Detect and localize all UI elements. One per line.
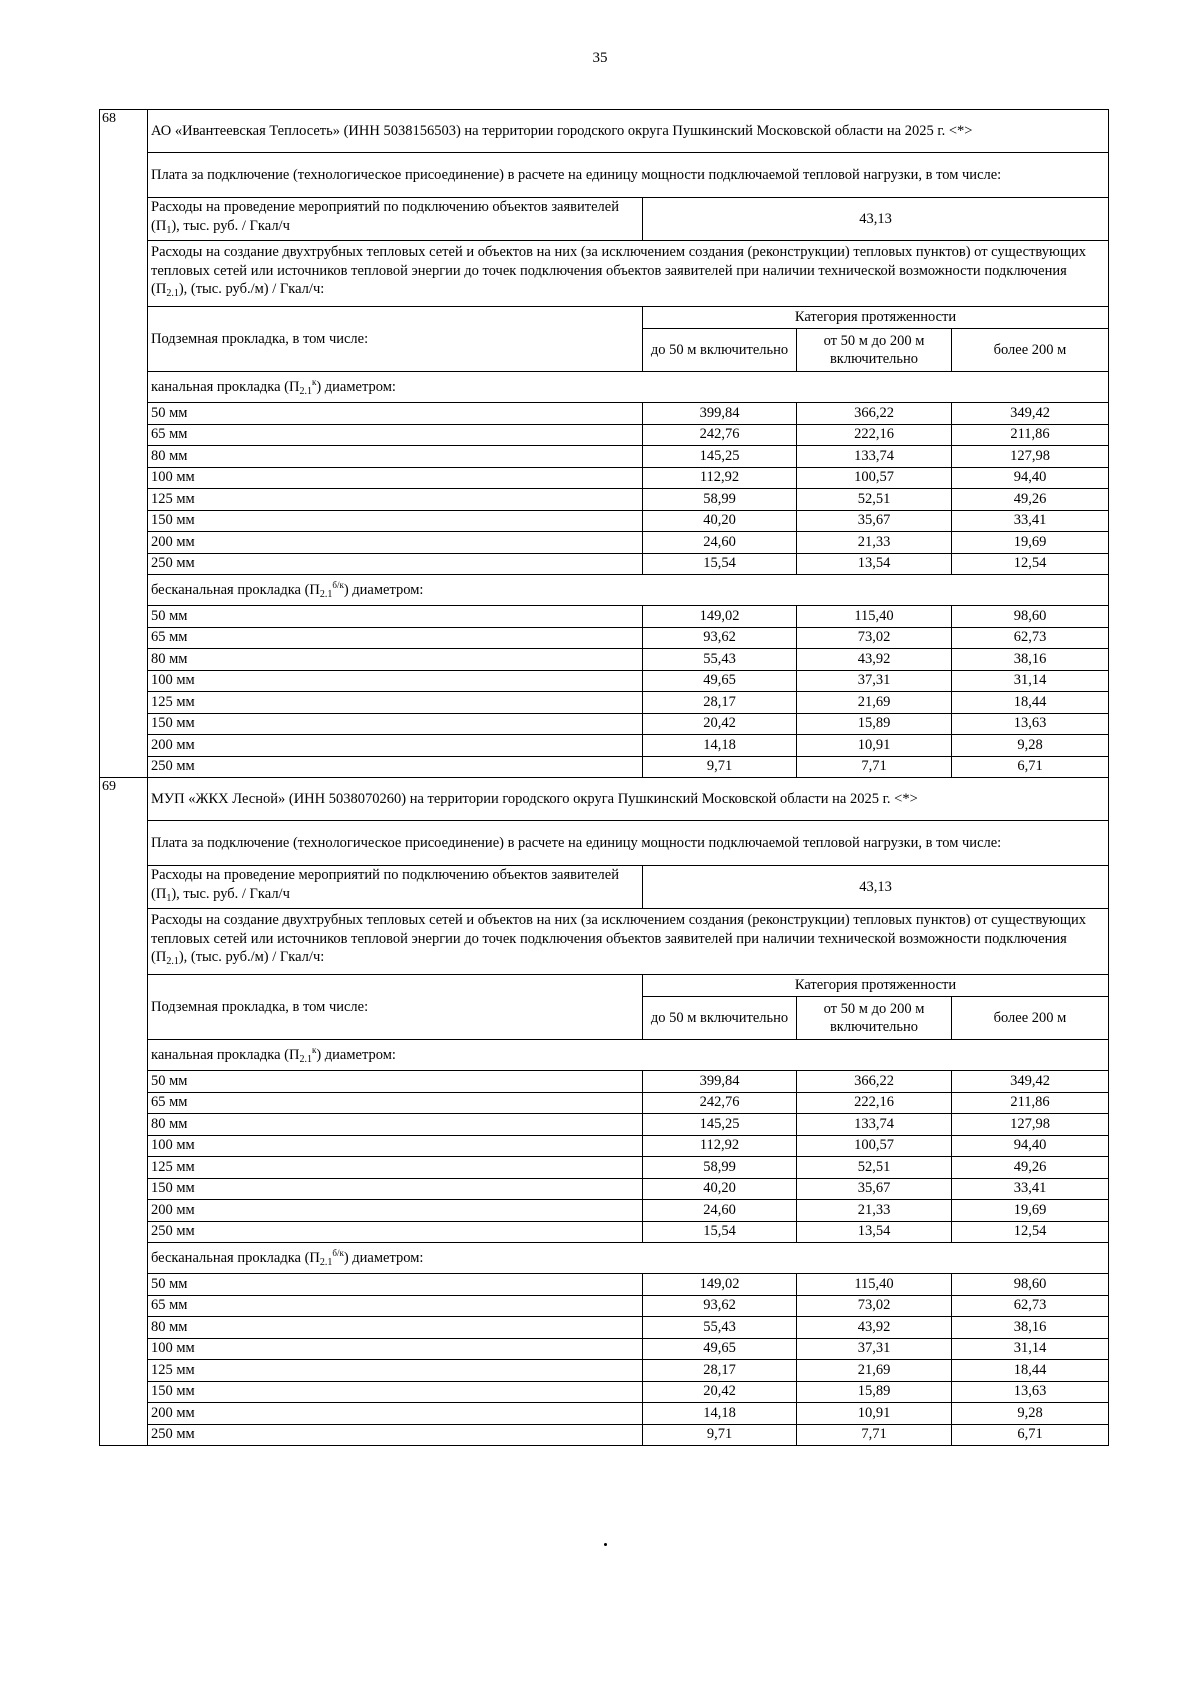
value-over-200: 94,40 (952, 1135, 1109, 1157)
diameter-label: 150 мм (148, 1178, 643, 1200)
value-up-to-50: 9,71 (643, 1424, 797, 1446)
channelless-label-tail: ) диаметром: (343, 1250, 424, 1266)
p1-subscript: 1 (166, 892, 172, 904)
value-50-to-200: 15,89 (797, 1381, 952, 1403)
value-over-200: 13,63 (952, 1381, 1109, 1403)
col-header-over-200: более 200 м (952, 997, 1109, 1040)
value-50-to-200: 35,67 (797, 510, 952, 532)
table-row (100, 424, 1109, 446)
channel-superscript: к (311, 377, 317, 387)
value-up-to-50: 49,65 (643, 670, 797, 692)
channelless-superscript: б/к (332, 1248, 344, 1258)
table-row (100, 1092, 1109, 1114)
section-number: 69 (100, 778, 148, 1446)
p1-label-text: Расходы на проведение мероприятий по подключению объектов заявителей (П (151, 199, 619, 234)
column-header-row (100, 307, 1109, 329)
value-50-to-200: 21,69 (797, 692, 952, 714)
value-over-200: 33,41 (952, 510, 1109, 532)
value-50-to-200: 21,33 (797, 1200, 952, 1222)
table-row (100, 692, 1109, 714)
channel-subscript: 2.1 (299, 1054, 312, 1065)
value-over-200: 31,14 (952, 1338, 1109, 1360)
value-50-to-200: 43,92 (797, 1317, 952, 1339)
value-over-200: 6,71 (952, 1424, 1109, 1446)
value-over-200: 49,26 (952, 489, 1109, 511)
p1-value: 43,13 (643, 866, 1109, 909)
value-50-to-200: 366,22 (797, 403, 952, 425)
channelless-label-row (100, 1243, 1109, 1274)
col-header-up-to-50: до 50 м включительно (643, 329, 797, 372)
value-50-to-200: 35,67 (797, 1178, 952, 1200)
value-50-to-200: 37,31 (797, 670, 952, 692)
diameter-label: 80 мм (148, 446, 643, 468)
table-row (100, 1403, 1109, 1425)
diameter-label: 80 мм (148, 1114, 643, 1136)
value-up-to-50: 15,54 (643, 553, 797, 575)
value-50-to-200: 133,74 (797, 446, 952, 468)
channel-label (148, 372, 1109, 403)
channel-superscript: к (311, 1045, 317, 1055)
diameter-label: 150 мм (148, 713, 643, 735)
table-row (100, 1338, 1109, 1360)
value-over-200: 211,86 (952, 1092, 1109, 1114)
table-row (100, 1221, 1109, 1243)
value-50-to-200: 21,69 (797, 1360, 952, 1382)
channel-label (148, 1040, 1109, 1071)
channelless-subscript: 2.1 (319, 1257, 333, 1268)
diameter-label: 80 мм (148, 649, 643, 671)
diameter-label: 65 мм (148, 424, 643, 446)
diameter-label: 200 мм (148, 1200, 643, 1222)
channelless-label (148, 1243, 1109, 1274)
channel-label-row (100, 372, 1109, 403)
p2-text: Расходы на создание двухтрубных тепловых сетей и объектов на них (за исключением создания (реконструкции) тепловых пунктов) от существующих тепловых сетей или источников тепловой энергии до точек подключения объектов заявителей при наличии технической возможности подключения (П (151, 244, 1087, 298)
p1-label-tail: ), тыс. руб. / Гкал/ч (171, 885, 290, 902)
value-over-200: 38,16 (952, 649, 1109, 671)
channel-subscript: 2.1 (299, 386, 312, 397)
value-over-200: 12,54 (952, 1221, 1109, 1243)
value-up-to-50: 93,62 (643, 1295, 797, 1317)
diameter-label: 125 мм (148, 1360, 643, 1382)
table-row (100, 649, 1109, 671)
table-row (100, 446, 1109, 468)
value-up-to-50: 58,99 (643, 1157, 797, 1179)
table-row (100, 1200, 1109, 1222)
value-50-to-200: 115,40 (797, 1274, 952, 1296)
value-up-to-50: 15,54 (643, 1221, 797, 1243)
value-50-to-200: 133,74 (797, 1114, 952, 1136)
category-header: Категория протяженности (643, 307, 1109, 329)
diameter-label: 65 мм (148, 1092, 643, 1114)
channel-label-row (100, 1040, 1109, 1071)
value-50-to-200: 100,57 (797, 1135, 952, 1157)
table-row (100, 489, 1109, 511)
value-up-to-50: 28,17 (643, 1360, 797, 1382)
value-over-200: 18,44 (952, 692, 1109, 714)
value-50-to-200: 222,16 (797, 1092, 952, 1114)
value-over-200: 98,60 (952, 1274, 1109, 1296)
fee-intro: Плата за подключение (технологическое присоединение) в расчете на единицу мощности подключаемой тепловой нагрузки, в том числе: (148, 153, 1109, 198)
value-over-200: 62,73 (952, 1295, 1109, 1317)
fee-intro: Плата за подключение (технологическое присоединение) в расчете на единицу мощности подключаемой тепловой нагрузки, в том числе: (148, 821, 1109, 866)
table-row (100, 1360, 1109, 1382)
p1-row (100, 866, 1109, 909)
value-50-to-200: 10,91 (797, 1403, 952, 1425)
value-over-200: 349,42 (952, 1071, 1109, 1093)
tariff-table-body (100, 110, 1109, 1446)
p1-label-text: Расходы на проведение мероприятий по подключению объектов заявителей (П (151, 867, 619, 902)
table-row (100, 1295, 1109, 1317)
table-row (100, 1317, 1109, 1339)
value-over-200: 9,28 (952, 1403, 1109, 1425)
p1-label-tail: ), тыс. руб. / Гкал/ч (171, 217, 290, 234)
col-header-50-to-200: от 50 м до 200 м включительно (797, 997, 952, 1040)
value-over-200: 94,40 (952, 467, 1109, 489)
diameter-label: 100 мм (148, 1338, 643, 1360)
value-over-200: 19,69 (952, 1200, 1109, 1222)
channelless-label-tail: ) диаметром: (343, 582, 424, 598)
value-up-to-50: 242,76 (643, 1092, 797, 1114)
channel-label-text: канальная прокладка (П (151, 1047, 300, 1063)
value-over-200: 62,73 (952, 627, 1109, 649)
diameter-label: 200 мм (148, 532, 643, 554)
page-number: 35 (592, 50, 608, 66)
col-header-over-200: более 200 м (952, 329, 1109, 372)
value-over-200: 38,16 (952, 1317, 1109, 1339)
value-up-to-50: 145,25 (643, 446, 797, 468)
table-row (100, 606, 1109, 628)
table-row (100, 510, 1109, 532)
p1-label (148, 198, 643, 241)
diameter-label: 100 мм (148, 1135, 643, 1157)
value-up-to-50: 24,60 (643, 532, 797, 554)
p1-value: 43,13 (643, 198, 1109, 241)
value-up-to-50: 24,60 (643, 1200, 797, 1222)
section-title-row (100, 778, 1109, 821)
value-50-to-200: 73,02 (797, 1295, 952, 1317)
p2-text: Расходы на создание двухтрубных тепловых сетей и объектов на них (за исключением создания (реконструкции) тепловых пунктов) от существующих тепловых сетей или источников тепловой энергии до точек подключения объектов заявителей при наличии технической возможности подключения (П (151, 912, 1087, 966)
value-50-to-200: 13,54 (797, 553, 952, 575)
table-row (100, 1157, 1109, 1179)
p2-subscript: 2.1 (166, 956, 179, 968)
value-over-200: 349,42 (952, 403, 1109, 425)
value-over-200: 31,14 (952, 670, 1109, 692)
diameter-label: 50 мм (148, 403, 643, 425)
channelless-label-row (100, 575, 1109, 606)
value-up-to-50: 40,20 (643, 1178, 797, 1200)
diameter-label: 200 мм (148, 1403, 643, 1425)
value-over-200: 9,28 (952, 735, 1109, 757)
table-row (100, 1381, 1109, 1403)
fee-intro-row (100, 153, 1109, 198)
diameter-label: 50 мм (148, 1274, 643, 1296)
value-up-to-50: 93,62 (643, 627, 797, 649)
channelless-subscript: 2.1 (319, 589, 333, 600)
value-50-to-200: 222,16 (797, 424, 952, 446)
value-up-to-50: 242,76 (643, 424, 797, 446)
diameter-label: 100 мм (148, 670, 643, 692)
p2-description (148, 909, 1109, 975)
value-up-to-50: 28,17 (643, 692, 797, 714)
value-over-200: 18,44 (952, 1360, 1109, 1382)
section-title: АО «Ивантеевская Теплосеть» (ИНН 5038156503) на территории городского округа Пушкинский Московской области на 2025 г. <*> (148, 110, 1109, 153)
value-over-200: 98,60 (952, 606, 1109, 628)
value-up-to-50: 14,18 (643, 735, 797, 757)
diameter-label: 150 мм (148, 1381, 643, 1403)
value-50-to-200: 100,57 (797, 467, 952, 489)
underground-label: Подземная прокладка, в том числе: (148, 975, 643, 1040)
value-up-to-50: 40,20 (643, 510, 797, 532)
diameter-label: 150 мм (148, 510, 643, 532)
tariff-table (99, 109, 1109, 1446)
value-over-200: 127,98 (952, 1114, 1109, 1136)
p2-text-tail: ), (тыс. руб./м) / Гкал/ч: (178, 949, 325, 966)
value-over-200: 19,69 (952, 532, 1109, 554)
diameter-label: 125 мм (148, 489, 643, 511)
section-title-row (100, 110, 1109, 153)
channelless-superscript: б/к (332, 580, 344, 590)
value-over-200: 127,98 (952, 446, 1109, 468)
value-50-to-200: 13,54 (797, 1221, 952, 1243)
value-over-200: 49,26 (952, 1157, 1109, 1179)
value-50-to-200: 15,89 (797, 713, 952, 735)
table-row (100, 756, 1109, 778)
table-row (100, 553, 1109, 575)
p1-subscript: 1 (166, 224, 172, 236)
value-up-to-50: 58,99 (643, 489, 797, 511)
table-row (100, 670, 1109, 692)
p1-label (148, 866, 643, 909)
channelless-label (148, 575, 1109, 606)
value-up-to-50: 399,84 (643, 403, 797, 425)
diameter-label: 80 мм (148, 1317, 643, 1339)
table-row (100, 735, 1109, 757)
diameter-label: 50 мм (148, 606, 643, 628)
value-50-to-200: 52,51 (797, 489, 952, 511)
value-up-to-50: 49,65 (643, 1338, 797, 1360)
table-row (100, 713, 1109, 735)
p2-row (100, 909, 1109, 975)
category-header: Категория протяженности (643, 975, 1109, 997)
diameter-label: 100 мм (148, 467, 643, 489)
p1-row (100, 198, 1109, 241)
value-up-to-50: 55,43 (643, 649, 797, 671)
value-over-200: 12,54 (952, 553, 1109, 575)
channel-label-text: канальная прокладка (П (151, 379, 300, 395)
section-number: 68 (100, 110, 148, 778)
table-row (100, 532, 1109, 554)
diameter-label: 65 мм (148, 1295, 643, 1317)
table-row (100, 1274, 1109, 1296)
value-50-to-200: 366,22 (797, 1071, 952, 1093)
value-over-200: 6,71 (952, 756, 1109, 778)
channel-label-tail: ) диаметром: (316, 379, 396, 395)
value-50-to-200: 43,92 (797, 649, 952, 671)
value-up-to-50: 399,84 (643, 1071, 797, 1093)
table-row (100, 627, 1109, 649)
value-50-to-200: 7,71 (797, 1424, 952, 1446)
value-up-to-50: 112,92 (643, 467, 797, 489)
diameter-label: 250 мм (148, 1221, 643, 1243)
table-row (100, 1424, 1109, 1446)
col-header-up-to-50: до 50 м включительно (643, 997, 797, 1040)
value-50-to-200: 73,02 (797, 627, 952, 649)
section-title: МУП «ЖКХ Лесной» (ИНН 5038070260) на территории городского округа Пушкинский Московской области на 2025 г. <*> (148, 778, 1109, 821)
value-50-to-200: 115,40 (797, 606, 952, 628)
diameter-label: 200 мм (148, 735, 643, 757)
underground-label: Подземная прокладка, в том числе: (148, 307, 643, 372)
column-header-row (100, 975, 1109, 997)
value-up-to-50: 145,25 (643, 1114, 797, 1136)
value-over-200: 211,86 (952, 424, 1109, 446)
diameter-label: 125 мм (148, 1157, 643, 1179)
table-row (100, 403, 1109, 425)
value-up-to-50: 149,02 (643, 606, 797, 628)
value-50-to-200: 7,71 (797, 756, 952, 778)
channelless-label-text: бесканальная прокладка (П (151, 582, 320, 598)
value-up-to-50: 55,43 (643, 1317, 797, 1339)
table-row (100, 1071, 1109, 1093)
value-50-to-200: 37,31 (797, 1338, 952, 1360)
channel-label-tail: ) диаметром: (316, 1047, 396, 1063)
p2-row (100, 241, 1109, 307)
value-up-to-50: 14,18 (643, 1403, 797, 1425)
p2-description (148, 241, 1109, 307)
table-row (100, 1135, 1109, 1157)
value-over-200: 33,41 (952, 1178, 1109, 1200)
scan-mark (604, 1543, 607, 1546)
diameter-label: 250 мм (148, 756, 643, 778)
diameter-label: 125 мм (148, 692, 643, 714)
table-row (100, 1114, 1109, 1136)
value-up-to-50: 9,71 (643, 756, 797, 778)
col-header-50-to-200: от 50 м до 200 м включительно (797, 329, 952, 372)
channelless-label-text: бесканальная прокладка (П (151, 1250, 320, 1266)
value-up-to-50: 20,42 (643, 1381, 797, 1403)
value-up-to-50: 149,02 (643, 1274, 797, 1296)
p2-text-tail: ), (тыс. руб./м) / Гкал/ч: (178, 281, 325, 298)
diameter-label: 250 мм (148, 553, 643, 575)
p2-subscript: 2.1 (166, 288, 179, 300)
table-row (100, 1178, 1109, 1200)
value-50-to-200: 10,91 (797, 735, 952, 757)
value-50-to-200: 21,33 (797, 532, 952, 554)
value-over-200: 13,63 (952, 713, 1109, 735)
fee-intro-row (100, 821, 1109, 866)
table-row (100, 467, 1109, 489)
value-up-to-50: 20,42 (643, 713, 797, 735)
diameter-label: 50 мм (148, 1071, 643, 1093)
value-up-to-50: 112,92 (643, 1135, 797, 1157)
value-50-to-200: 52,51 (797, 1157, 952, 1179)
diameter-label: 65 мм (148, 627, 643, 649)
diameter-label: 250 мм (148, 1424, 643, 1446)
